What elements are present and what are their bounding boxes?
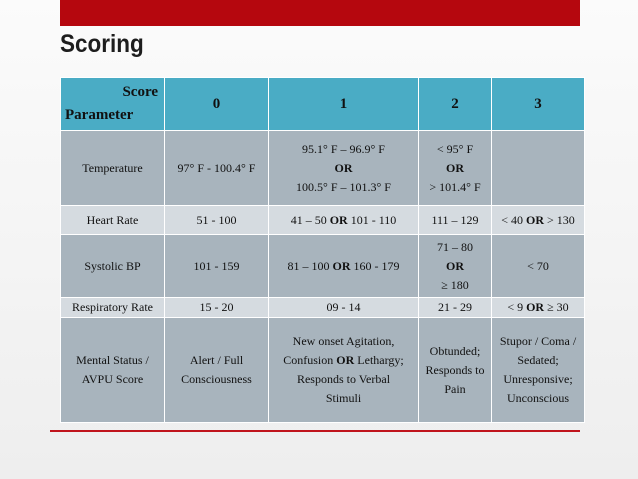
- score-label: Score: [122, 84, 158, 100]
- cell-line: Unconscious: [507, 391, 569, 405]
- header-row: [61, 78, 585, 131]
- cell-line: Responds to: [425, 362, 485, 377]
- cell-part: Lethargy;: [357, 353, 404, 367]
- score-2-cell: [419, 131, 492, 206]
- score-2-cell: 21 - 29: [419, 298, 492, 318]
- header-corner-cell: [61, 78, 165, 131]
- cell-line: AVPU Score: [81, 372, 144, 386]
- or-label: OR: [446, 160, 464, 175]
- or-label: OR: [526, 300, 545, 314]
- score-2-cell: [419, 235, 492, 298]
- param-cell: [61, 318, 165, 423]
- cell-line: 95.1° F – 96.9° F: [302, 141, 385, 156]
- cell-line: Responds to Verbal: [296, 372, 391, 386]
- cell-line: < 95° F: [436, 141, 474, 156]
- score-2-cell: 111 – 129: [419, 206, 492, 235]
- parameter-label: Parameter: [65, 107, 134, 123]
- cell-part: 160 - 179: [353, 258, 400, 273]
- score-1-cell: [269, 131, 419, 206]
- bottom-accent-line: [50, 430, 580, 432]
- table-row-temperature: [61, 131, 585, 206]
- param-cell: Respiratory Rate: [61, 298, 165, 318]
- cell-line: Alert / Full: [189, 353, 244, 367]
- or-label: OR: [446, 258, 464, 273]
- score-3-cell: < 70: [492, 235, 585, 298]
- cell-part: > 130: [547, 212, 575, 227]
- cell-line: ≥ 180: [441, 277, 469, 292]
- param-cell: Systolic BP: [61, 235, 165, 298]
- score-header-2: 2: [419, 78, 492, 131]
- or-label: OR: [334, 160, 353, 175]
- cell-line: Mental Status /: [76, 353, 149, 367]
- or-label: OR: [329, 212, 348, 227]
- score-0-cell: 15 - 20: [165, 298, 269, 318]
- score-3-cell: [492, 298, 585, 318]
- table-row-systolic-bp: [61, 235, 585, 298]
- cell-part: ≥ 30: [547, 300, 569, 314]
- cell-line: Pain: [444, 381, 466, 396]
- cell-line: 71 – 80: [437, 239, 473, 254]
- cell-line: 100.5° F – 101.3° F: [296, 179, 391, 194]
- scoring-table: [60, 77, 585, 423]
- or-label: OR: [336, 353, 355, 367]
- score-2-cell: [419, 318, 492, 423]
- cell-line: Unresponsive;: [503, 372, 573, 386]
- param-cell: Temperature: [61, 131, 165, 206]
- cell-line: Stupor / Coma /: [499, 334, 577, 348]
- cell-line: Obtunded;: [429, 343, 481, 358]
- cell-part: Confusion: [283, 353, 334, 367]
- table-row-respiratory-rate: [61, 298, 585, 318]
- score-0-cell: [165, 318, 269, 423]
- cell-part: < 9: [507, 300, 524, 314]
- cell-part: 41 – 50: [290, 212, 327, 227]
- cell-line: Stimuli: [325, 391, 362, 405]
- score-header-3: 3: [492, 78, 585, 131]
- or-label: OR: [332, 258, 351, 273]
- score-0-cell: 51 - 100: [165, 206, 269, 235]
- score-header-1: 1: [269, 78, 419, 131]
- score-3-cell: [492, 318, 585, 423]
- table-row-heart-rate: [61, 206, 585, 235]
- score-header-0: 0: [165, 78, 269, 131]
- score-0-cell: 101 - 159: [165, 235, 269, 298]
- score-1-cell: 09 - 14: [269, 298, 419, 318]
- cell-part: < 40: [501, 212, 523, 227]
- param-cell: Heart Rate: [61, 206, 165, 235]
- score-1-cell: [269, 206, 419, 235]
- or-label: OR: [526, 212, 544, 227]
- slide-title: Scoring: [60, 30, 144, 58]
- cell-line: > 101.4° F: [429, 179, 481, 194]
- score-3-cell: [492, 131, 585, 206]
- table-row-mental-status: [61, 318, 585, 423]
- score-0-cell: 97° F - 100.4° F: [165, 131, 269, 206]
- score-3-cell: [492, 206, 585, 235]
- cell-line: Sedated;: [517, 353, 559, 367]
- cell-line: New onset Agitation,: [292, 334, 395, 348]
- cell-part: 81 – 100: [287, 258, 330, 273]
- score-1-cell: [269, 318, 419, 423]
- cell-line: Consciousness: [181, 372, 252, 386]
- score-1-cell: [269, 235, 419, 298]
- cell-part: 101 - 110: [350, 212, 397, 227]
- top-accent-bar: [60, 0, 580, 26]
